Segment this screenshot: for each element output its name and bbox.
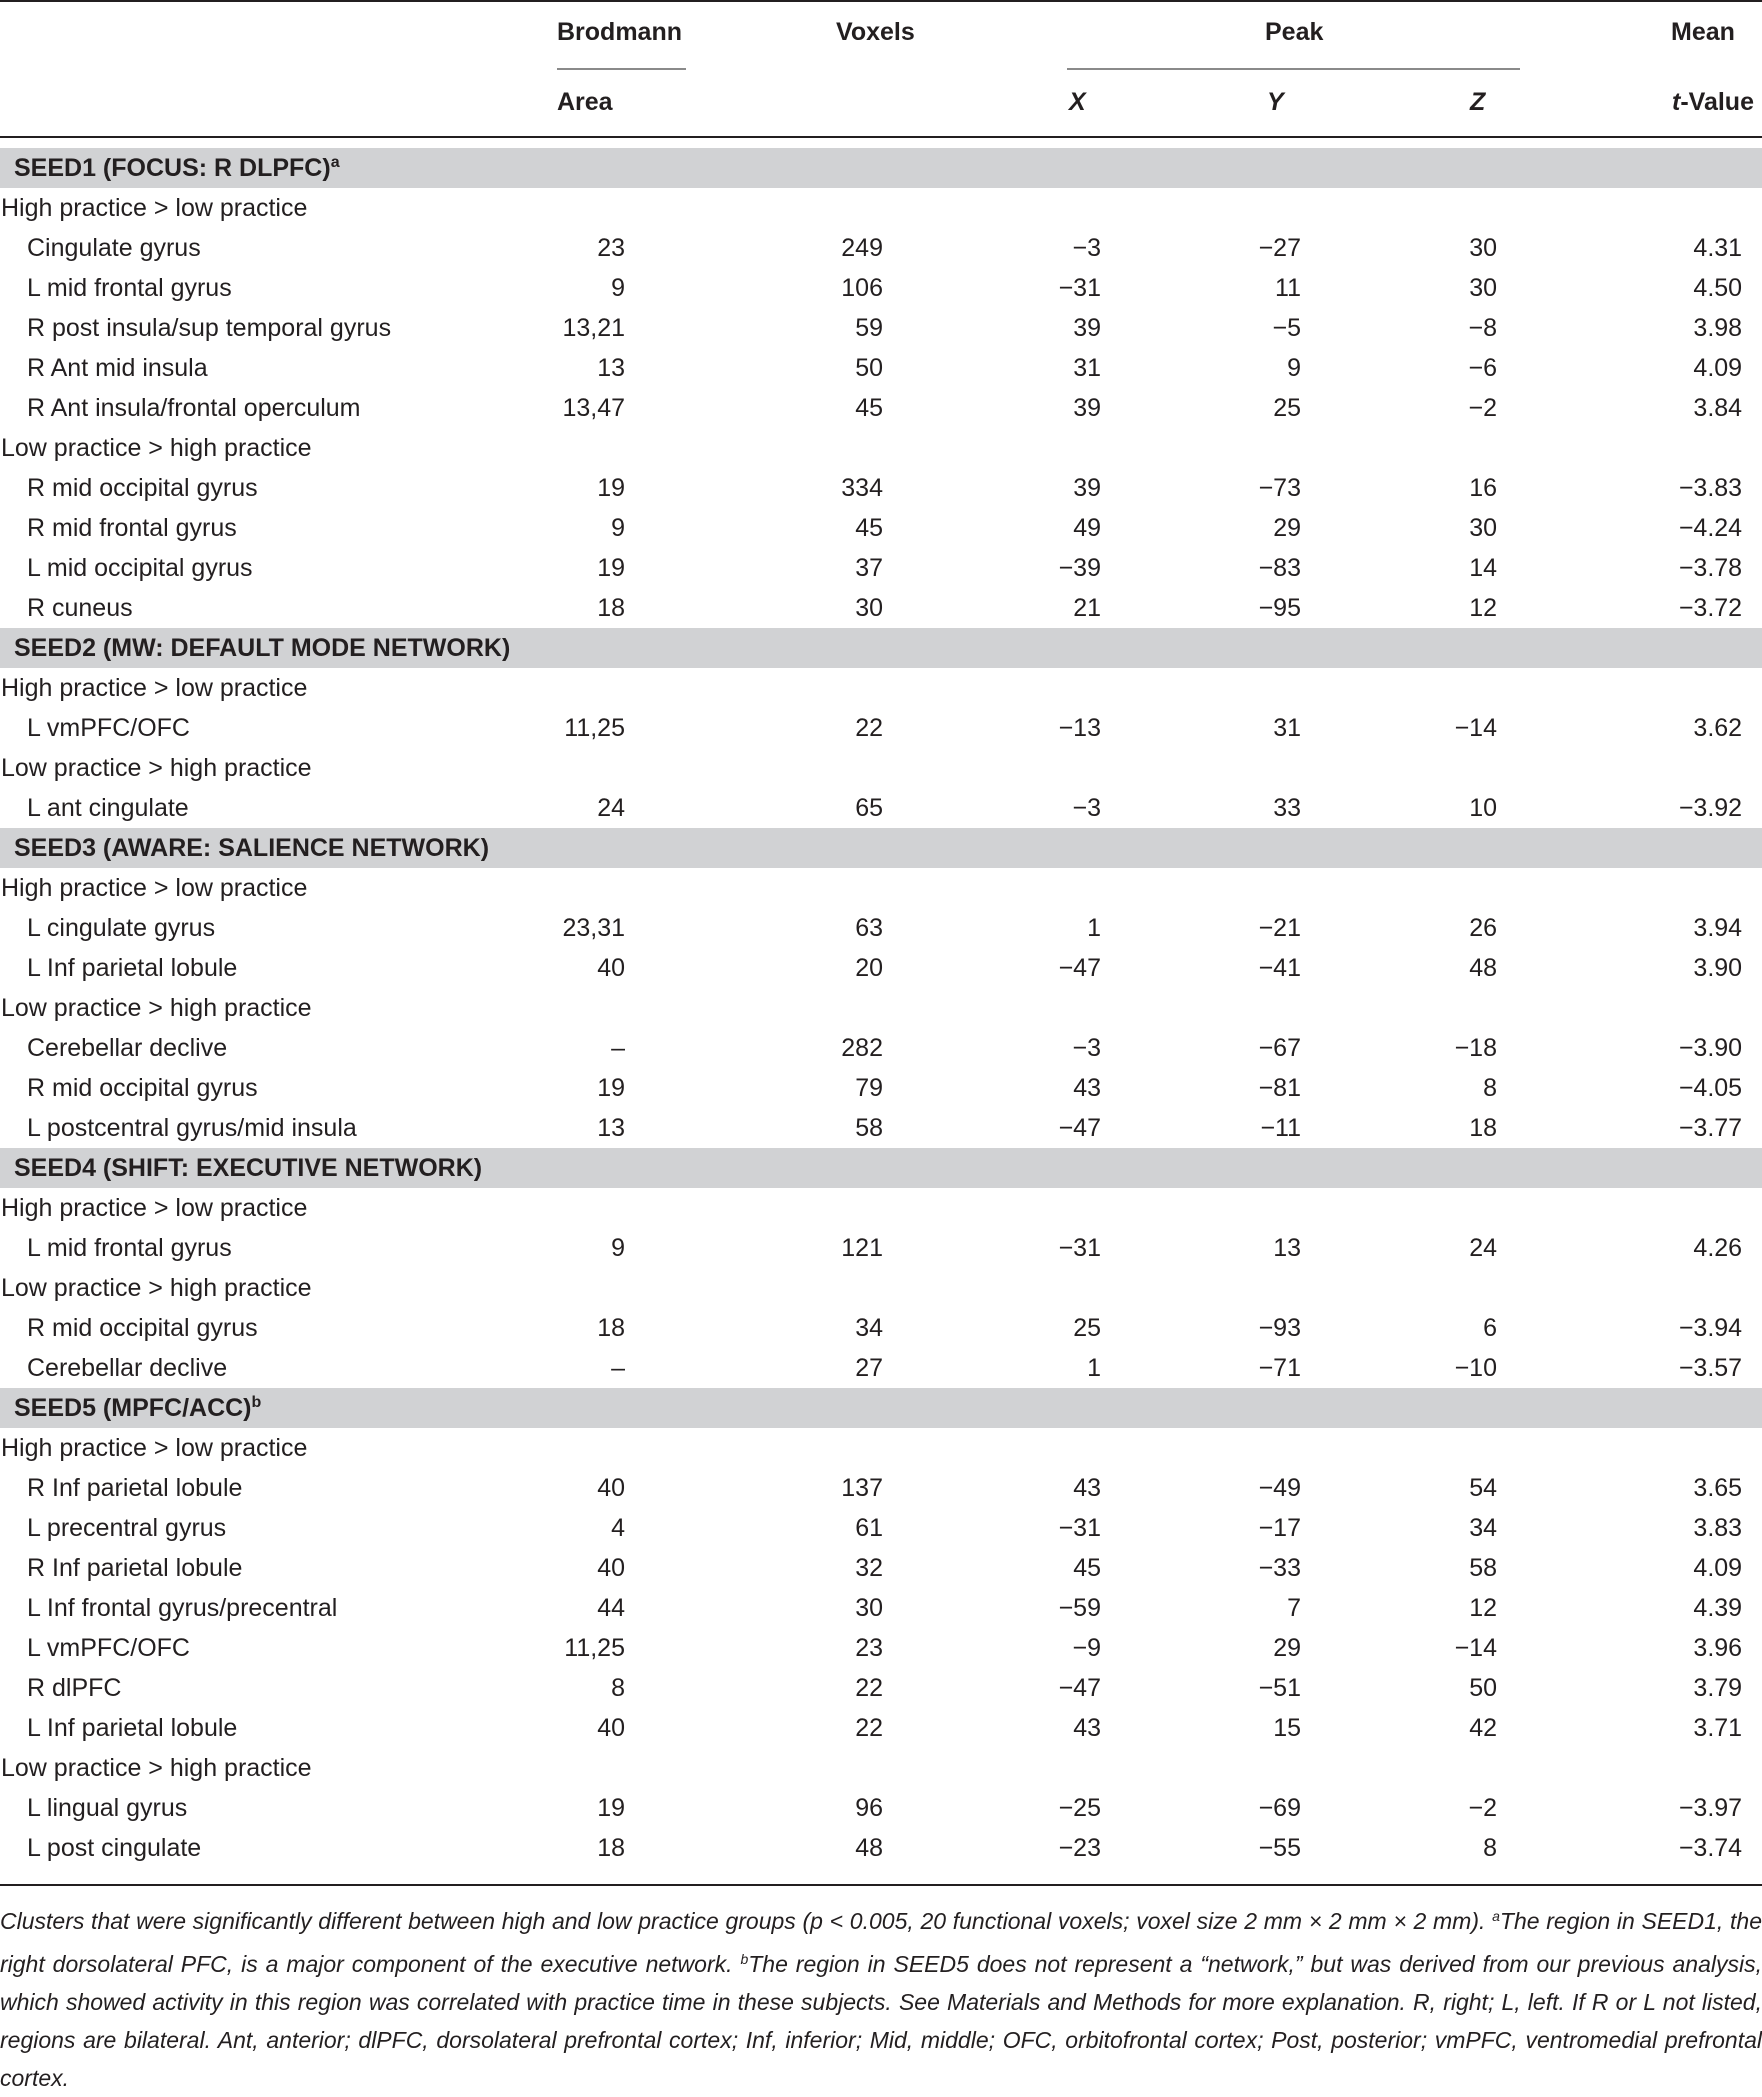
area-cell: 18 (597, 594, 625, 622)
comparison-label: High practice > low practice (1, 674, 308, 702)
mean-t-cell: −3.77 (1678, 1114, 1743, 1142)
peak-x-cell: 31 (1073, 354, 1101, 382)
mean-t-cell: −3.97 (1678, 1794, 1743, 1822)
peak-x-cell: −3 (1072, 234, 1101, 262)
peak-z-cell: 30 (1469, 514, 1497, 542)
section-title-text: SEED4 (SHIFT: EXECUTIVE NETWORK) (14, 1154, 483, 1182)
area-cell: 19 (597, 1794, 625, 1822)
mean-t-cell: 3.94 (1693, 914, 1743, 942)
bottom-rule (0, 1884, 1762, 1886)
peak-z-cell: 48 (1469, 954, 1497, 982)
mean-t-cell: 4.31 (1693, 234, 1743, 262)
peak-x-cell: 49 (1073, 514, 1101, 542)
mean-t-cell: 3.90 (1693, 954, 1743, 982)
voxels-cell: 48 (855, 1834, 883, 1862)
peak-z-cell: 6 (1483, 1314, 1497, 1342)
comparison-row (0, 988, 1762, 1028)
mean-t-cell: 3.65 (1693, 1474, 1743, 1502)
peak-x-cell: 39 (1073, 314, 1101, 342)
voxels-cell: 79 (855, 1074, 883, 1102)
peak-x-cell: −25 (1058, 1794, 1101, 1822)
region-cell: R mid frontal gyrus (27, 514, 237, 542)
region-cell: L mid frontal gyrus (27, 1234, 232, 1262)
area-cell: 4 (611, 1514, 625, 1542)
area-cell: 44 (597, 1594, 625, 1622)
section-header-row (0, 148, 1762, 188)
section-header-row (0, 1148, 1762, 1188)
peak-y-cell: −71 (1258, 1354, 1301, 1382)
voxels-cell: 37 (855, 554, 883, 582)
mean-t-cell: −3.92 (1678, 794, 1743, 822)
voxels-cell: 137 (841, 1474, 883, 1502)
area-cell: 40 (597, 954, 625, 982)
region-cell: R dlPFC (27, 1674, 122, 1702)
peak-z-cell: −8 (1468, 314, 1497, 342)
comparison-row (0, 1268, 1762, 1308)
table-row (0, 348, 1762, 388)
peak-y-cell: −73 (1258, 474, 1301, 502)
comparison-label: Low practice > high practice (1, 434, 312, 462)
area-cell: 19 (597, 554, 625, 582)
area-cell: 40 (597, 1554, 625, 1582)
top-rule (0, 0, 1762, 2)
comparison-row (0, 748, 1762, 788)
section-header-row (0, 828, 1762, 868)
peak-z-cell: −2 (1468, 394, 1497, 422)
peak-y-cell: −69 (1258, 1794, 1301, 1822)
voxels-cell: 121 (841, 1234, 883, 1262)
comparison-row (0, 428, 1762, 468)
header-peak-underline (1067, 68, 1520, 70)
comparison-label: Low practice > high practice (1, 1754, 312, 1782)
peak-x-cell: −31 (1058, 1234, 1101, 1262)
area-cell: 11,25 (564, 1634, 625, 1662)
section-title (0, 1148, 1762, 1188)
region-cell: L precentral gyrus (27, 1514, 227, 1542)
peak-z-cell: 30 (1469, 274, 1497, 302)
mean-t-cell: 4.26 (1693, 1234, 1743, 1262)
voxels-cell: 106 (841, 274, 883, 302)
footnote-sup-a: a (1492, 1908, 1500, 1924)
section-title (0, 628, 1762, 668)
peak-x-cell: 21 (1073, 594, 1101, 622)
section-title-text: SEED5 (MPFC/ACC) (14, 1394, 252, 1422)
mean-t-cell: −3.83 (1678, 474, 1743, 502)
region-cell: L ant cingulate (27, 794, 189, 822)
voxels-cell: 50 (855, 354, 883, 382)
data-table-body (0, 148, 1762, 1868)
mean-t-cell: −3.74 (1678, 1834, 1743, 1862)
area-cell: 13,21 (562, 314, 625, 342)
section-title-footnote-mark: b (251, 1394, 262, 1411)
mean-t-cell: −3.72 (1678, 594, 1743, 622)
region-cell: L Inf frontal gyrus/precentral (27, 1594, 338, 1622)
header-tvalue (1672, 87, 1754, 117)
footnote-part1: Clusters that were significantly different between high and low practice groups (p < 0.005, 20 functional voxels; voxel size 2 mm × 2 mm × 2 mm). (0, 1908, 1493, 1934)
peak-x-cell: −31 (1058, 1514, 1101, 1542)
table-row (0, 1588, 1762, 1628)
comparison-label: High practice > low practice (1, 1434, 308, 1462)
peak-z-cell: 10 (1469, 794, 1497, 822)
footnote-part2: The region in SEED1, the right dorsolateral PFC, is a major component of the executive network. (0, 1908, 1762, 1977)
peak-z-cell: 50 (1469, 1674, 1497, 1702)
header-rule (0, 136, 1762, 138)
area-cell: 11,25 (564, 714, 625, 742)
peak-z-cell: −18 (1454, 1034, 1497, 1062)
area-cell: 23,31 (562, 914, 625, 942)
header-voxels: Voxels (836, 18, 915, 46)
area-cell: 13,47 (562, 394, 625, 422)
voxels-cell: 20 (855, 954, 883, 982)
mean-t-cell: −4.24 (1678, 514, 1743, 542)
table-row (0, 1308, 1762, 1348)
mean-t-cell: −4.05 (1678, 1074, 1743, 1102)
peak-z-cell: 12 (1469, 1594, 1497, 1622)
comparison-label: Low practice > high practice (1, 994, 312, 1022)
region-cell: R cuneus (27, 594, 133, 622)
table-row (0, 228, 1762, 268)
area-cell: 40 (597, 1474, 625, 1502)
voxels-cell: 58 (855, 1114, 883, 1142)
peak-z-cell: 14 (1469, 554, 1497, 582)
table-row (0, 588, 1762, 628)
peak-y-cell: −41 (1258, 954, 1301, 982)
voxels-cell: 34 (855, 1314, 883, 1342)
area-cell: – (611, 1354, 625, 1382)
voxels-cell: 30 (855, 594, 883, 622)
peak-x-cell: −23 (1058, 1834, 1101, 1862)
peak-y-cell: −17 (1258, 1514, 1301, 1542)
peak-x-cell: −9 (1072, 1634, 1101, 1662)
footnote-sup-b: b (740, 1951, 749, 1967)
area-cell: 19 (597, 1074, 625, 1102)
area-cell: – (611, 1034, 625, 1062)
voxels-cell: 61 (855, 1514, 883, 1542)
comparison-row (0, 1188, 1762, 1228)
peak-y-cell: 33 (1273, 794, 1301, 822)
peak-x-cell: 43 (1073, 1474, 1101, 1502)
header-z: Z (1470, 88, 1486, 116)
peak-z-cell: 24 (1469, 1234, 1497, 1262)
region-cell: R Inf parietal lobule (27, 1474, 243, 1502)
table-row (0, 1668, 1762, 1708)
section-title (0, 828, 1762, 868)
mean-t-cell: 3.79 (1693, 1674, 1743, 1702)
voxels-cell: 334 (841, 474, 883, 502)
peak-z-cell: 42 (1469, 1714, 1497, 1742)
peak-x-cell: 1 (1087, 1354, 1101, 1382)
voxels-cell: 23 (855, 1634, 883, 1662)
voxels-cell: 59 (855, 314, 883, 342)
peak-y-cell: −21 (1258, 914, 1301, 942)
section-title-footnote-mark: a (330, 154, 340, 171)
header-brodmann: Brodmann (557, 18, 682, 46)
peak-y-cell: 31 (1273, 714, 1301, 742)
comparison-label: Low practice > high practice (1, 1274, 312, 1302)
peak-z-cell: 26 (1469, 914, 1497, 942)
mean-t-cell: 3.71 (1693, 1714, 1743, 1742)
comparison-row (0, 1428, 1762, 1468)
footnote-text (0, 1897, 1762, 2097)
header-tvalue-t: t (1672, 88, 1681, 116)
voxels-cell: 22 (855, 714, 883, 742)
peak-z-cell: 58 (1469, 1554, 1497, 1582)
comparison-label: High practice > low practice (1, 1194, 308, 1222)
section-title-text: SEED3 (AWARE: SALIENCE NETWORK) (14, 834, 490, 862)
region-cell: R post insula/sup temporal gyrus (27, 314, 392, 342)
mean-t-cell: −3.94 (1678, 1314, 1743, 1342)
comparison-row (0, 668, 1762, 708)
header-tvalue-rest: -Value (1680, 88, 1754, 116)
region-cell: R mid occipital gyrus (27, 1314, 258, 1342)
section-header-row (0, 628, 1762, 668)
comparison-label: High practice > low practice (1, 874, 308, 902)
table-row (0, 508, 1762, 548)
comparison-label: Low practice > high practice (1, 754, 312, 782)
table-row (0, 948, 1762, 988)
section-title (0, 148, 1762, 188)
region-cell: R mid occipital gyrus (27, 474, 258, 502)
mean-t-cell: 4.50 (1693, 274, 1743, 302)
table-row (0, 1028, 1762, 1068)
peak-z-cell: −6 (1468, 354, 1497, 382)
table-row (0, 1228, 1762, 1268)
peak-z-cell: 34 (1469, 1514, 1497, 1542)
table-row (0, 1788, 1762, 1828)
peak-x-cell: −47 (1058, 1674, 1101, 1702)
comparison-row (0, 868, 1762, 908)
mean-t-cell: −3.78 (1678, 554, 1743, 582)
peak-z-cell: 8 (1483, 1834, 1497, 1862)
peak-x-cell: 25 (1073, 1314, 1101, 1342)
voxels-cell: 27 (855, 1354, 883, 1382)
peak-y-cell: 29 (1273, 1634, 1301, 1662)
area-cell: 9 (611, 274, 625, 302)
area-cell: 9 (611, 514, 625, 542)
peak-y-cell: −49 (1258, 1474, 1301, 1502)
voxels-cell: 32 (855, 1554, 883, 1582)
mean-t-cell: 4.39 (1693, 1594, 1743, 1622)
data-table (0, 148, 1762, 1868)
peak-x-cell: −59 (1058, 1594, 1101, 1622)
peak-x-cell: −47 (1058, 954, 1101, 982)
peak-y-cell: −51 (1258, 1674, 1301, 1702)
table-row (0, 908, 1762, 948)
peak-z-cell: 8 (1483, 1074, 1497, 1102)
voxels-cell: 45 (855, 514, 883, 542)
peak-x-cell: 43 (1073, 1714, 1101, 1742)
peak-y-cell: −67 (1258, 1034, 1301, 1062)
peak-y-cell: −81 (1258, 1074, 1301, 1102)
mean-t-cell: 3.96 (1693, 1634, 1743, 1662)
region-cell: Cingulate gyrus (27, 234, 201, 262)
peak-y-cell: 11 (1275, 274, 1301, 302)
header-area: Area (557, 88, 613, 116)
peak-y-cell: −95 (1258, 594, 1301, 622)
peak-z-cell: 54 (1469, 1474, 1497, 1502)
table-row (0, 708, 1762, 748)
table-row (0, 1348, 1762, 1388)
mean-t-cell: 3.62 (1693, 714, 1743, 742)
peak-y-cell: 13 (1273, 1234, 1301, 1262)
peak-z-cell: −14 (1454, 1634, 1497, 1662)
peak-x-cell: −3 (1072, 794, 1101, 822)
peak-y-cell: −11 (1260, 1114, 1301, 1142)
region-cell: R mid occipital gyrus (27, 1074, 258, 1102)
area-cell: 18 (597, 1314, 625, 1342)
header-y: Y (1267, 88, 1284, 116)
region-cell: R Ant insula/frontal operculum (27, 394, 361, 422)
peak-y-cell: −27 (1258, 234, 1301, 262)
peak-z-cell: 18 (1469, 1114, 1497, 1142)
table-row (0, 1508, 1762, 1548)
header-mean: Mean (1671, 18, 1735, 46)
section-title-text: SEED2 (MW: DEFAULT MODE NETWORK) (14, 634, 511, 662)
mean-t-cell: 4.09 (1693, 354, 1743, 382)
comparison-row (0, 1748, 1762, 1788)
region-cell: R Inf parietal lobule (27, 1554, 243, 1582)
header-x: X (1069, 88, 1086, 116)
voxels-cell: 63 (855, 914, 883, 942)
region-cell: L vmPFC/OFC (27, 714, 190, 742)
table-row (0, 388, 1762, 428)
region-cell: L mid occipital gyrus (27, 554, 253, 582)
voxels-cell: 45 (855, 394, 883, 422)
peak-y-cell: −83 (1258, 554, 1301, 582)
peak-z-cell: 16 (1469, 474, 1497, 502)
peak-x-cell: −39 (1058, 554, 1101, 582)
table-row (0, 548, 1762, 588)
peak-y-cell: −55 (1258, 1834, 1301, 1862)
section-title (0, 1388, 1762, 1428)
header-peak: Peak (1265, 18, 1324, 46)
table-row (0, 1548, 1762, 1588)
region-cell: L post cingulate (27, 1834, 202, 1862)
peak-x-cell: −31 (1058, 274, 1101, 302)
region-cell: L vmPFC/OFC (27, 1634, 190, 1662)
area-cell: 18 (597, 1834, 625, 1862)
table-row (0, 788, 1762, 828)
area-cell: 9 (611, 1234, 625, 1262)
mean-t-cell: 3.84 (1693, 394, 1743, 422)
voxels-cell: 22 (855, 1714, 883, 1742)
peak-y-cell: 25 (1273, 394, 1301, 422)
peak-x-cell: 45 (1073, 1554, 1101, 1582)
voxels-cell: 249 (841, 234, 883, 262)
mean-t-cell: 3.98 (1693, 314, 1743, 342)
peak-y-cell: 29 (1273, 514, 1301, 542)
table-row (0, 1708, 1762, 1748)
peak-y-cell: 15 (1273, 1714, 1301, 1742)
footnote-part3: The region in SEED5 does not represent a “network,” but was derived from our previous analysis, which showed activity in this region was correlated with practice time in these subjects. See Materials and Methods for more explanation. R, right; L, left. If R or L not listed, regions are bilateral. Ant, anterior; dlPFC, dorsolateral prefrontal cortex; Inf, inferior; Mid, middle; OFC, orbitofrontal cortex; Post, posterior; vmPFC, ventromedial prefrontal cortex. (0, 1951, 1762, 2091)
header-brodmann-underline (557, 68, 686, 70)
table-row (0, 1068, 1762, 1108)
mean-t-cell: 4.09 (1693, 1554, 1743, 1582)
table-row (0, 1468, 1762, 1508)
peak-y-cell: −5 (1272, 314, 1301, 342)
peak-x-cell: 39 (1073, 394, 1101, 422)
region-cell: L Inf parietal lobule (27, 954, 238, 982)
peak-x-cell: 1 (1087, 914, 1101, 942)
region-cell: L postcentral gyrus/mid insula (27, 1114, 357, 1142)
table-row (0, 1828, 1762, 1868)
area-cell: 19 (597, 474, 625, 502)
area-cell: 24 (597, 794, 625, 822)
peak-y-cell: −93 (1258, 1314, 1301, 1342)
peak-y-cell: 9 (1287, 354, 1301, 382)
peak-x-cell: −47 (1058, 1114, 1101, 1142)
table-row (0, 308, 1762, 348)
area-cell: 13 (597, 1114, 625, 1142)
peak-y-cell: 7 (1287, 1594, 1301, 1622)
peak-x-cell: 43 (1073, 1074, 1101, 1102)
region-cell: L Inf parietal lobule (27, 1714, 238, 1742)
peak-x-cell: −13 (1058, 714, 1101, 742)
mean-t-cell: 3.83 (1693, 1514, 1743, 1542)
voxels-cell: 96 (855, 1794, 883, 1822)
peak-z-cell: −14 (1454, 714, 1497, 742)
mean-t-cell: −3.90 (1678, 1034, 1743, 1062)
comparison-row (0, 188, 1762, 228)
voxels-cell: 22 (855, 1674, 883, 1702)
mean-t-cell: −3.57 (1678, 1354, 1743, 1382)
region-cell: R Ant mid insula (27, 354, 208, 382)
region-cell: Cerebellar declive (27, 1034, 228, 1062)
voxels-cell: 30 (855, 1594, 883, 1622)
section-title-text: SEED1 (FOCUS: R DLPFC) (14, 154, 331, 182)
comparison-label: High practice > low practice (1, 194, 308, 222)
table-row (0, 1108, 1762, 1148)
area-cell: 13 (597, 354, 625, 382)
peak-z-cell: −10 (1454, 1354, 1497, 1382)
table-row (0, 268, 1762, 308)
region-cell: Cerebellar declive (27, 1354, 228, 1382)
section-header-row (0, 1388, 1762, 1428)
table-row (0, 468, 1762, 508)
peak-z-cell: 12 (1469, 594, 1497, 622)
region-cell: L cingulate gyrus (27, 914, 216, 942)
area-cell: 40 (597, 1714, 625, 1742)
peak-z-cell: −2 (1468, 1794, 1497, 1822)
area-cell: 8 (611, 1674, 625, 1702)
region-cell: L mid frontal gyrus (27, 274, 232, 302)
table-row (0, 1628, 1762, 1668)
peak-y-cell: −33 (1258, 1554, 1301, 1582)
peak-x-cell: 39 (1073, 474, 1101, 502)
table-footnote (0, 1897, 1762, 2097)
voxels-cell: 282 (841, 1034, 883, 1062)
voxels-cell: 65 (855, 794, 883, 822)
peak-z-cell: 30 (1469, 234, 1497, 262)
peak-x-cell: −3 (1072, 1034, 1101, 1062)
area-cell: 23 (597, 234, 625, 262)
region-cell: L lingual gyrus (27, 1794, 188, 1822)
